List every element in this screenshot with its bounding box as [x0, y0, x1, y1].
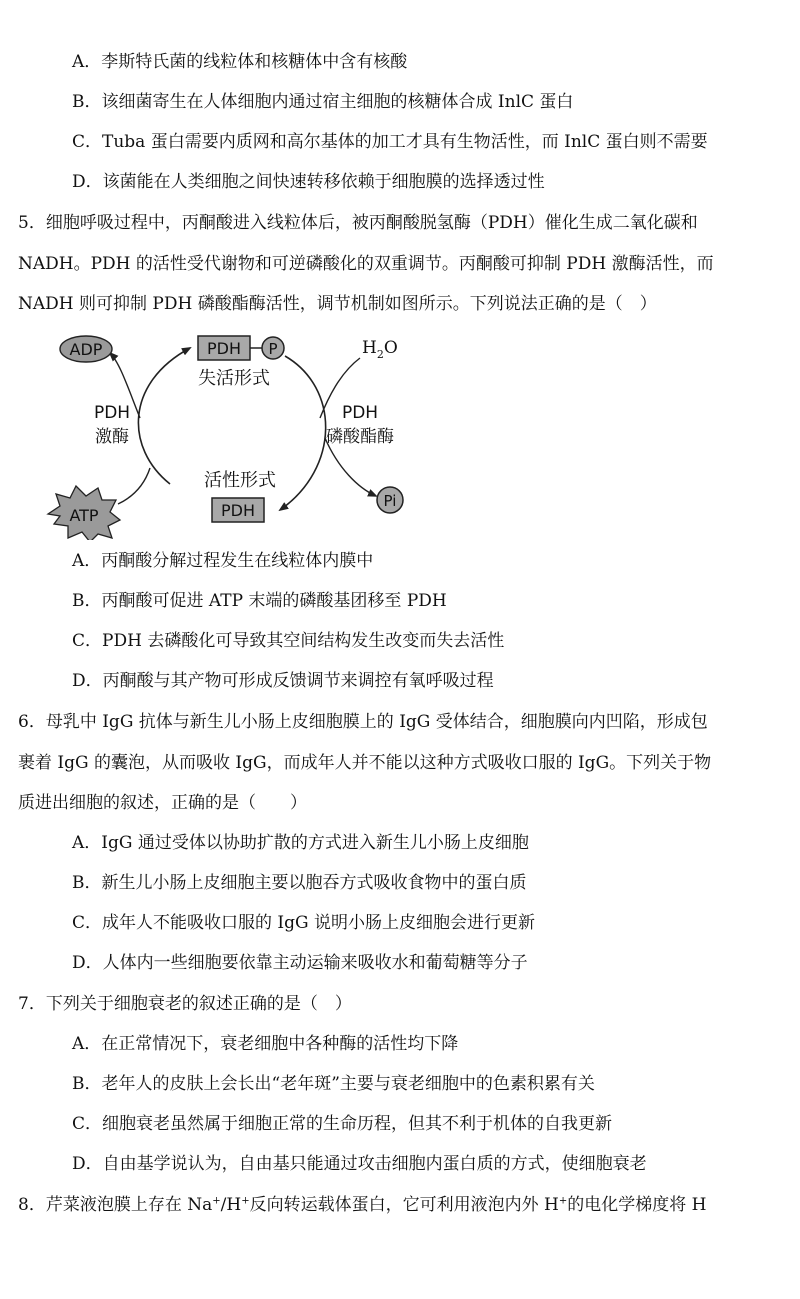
q8-stem: 8．芹菜液泡膜上存在 Na+/H+反向转运载体蛋白，它可利用液泡内外 H+的电化学梯度将 H [18, 1195, 707, 1215]
q4-option-b: B．该细菌寄生在人体细胞内通过宿主细胞的核糖体合成 InlC 蛋白 [72, 92, 574, 112]
pi-label: Pi [383, 492, 397, 510]
q6-stem-line-3: 质进出细胞的叙述，正确的是（ ） [18, 793, 307, 813]
q6-option-c: C．成年人不能吸收口服的 IgG 说明小肠上皮细胞会进行更新 [72, 913, 535, 933]
atp-branch [118, 468, 150, 504]
q7-stem: 7．下列关于细胞衰老的叙述正确的是（ ） [18, 994, 352, 1014]
adp-label: ADP [69, 340, 103, 359]
atp-node [48, 486, 120, 540]
kinase-label-1: PDH [93, 403, 131, 423]
q7-option-d: D．自由基学说认为，自由基只能通过攻击细胞内蛋白质的方式，使细胞衰老 [72, 1154, 647, 1174]
atp-label: ATP [69, 506, 99, 525]
pdh-active-node [212, 498, 264, 522]
q6-option-b: B．新生儿小肠上皮细胞主要以胞吞方式吸收食物中的蛋白质 [72, 873, 527, 893]
q7-option-b: B．老年人的皮肤上会长出“老年斑”主要与衰老细胞中的色素积累有关 [72, 1074, 595, 1094]
pdh-inactive-node [198, 336, 284, 360]
pi-node [377, 487, 403, 513]
phosphate-p-label: P [268, 340, 278, 358]
phosphatase-arrow [280, 356, 326, 510]
q6-stem-line-2: 裹着 IgG 的囊泡，从而吸收 IgG，而成年人并不能以这种方式吸收口服的 IgG。下列关于物 [18, 753, 712, 773]
q4-option-d: D．该菌能在人类细胞之间快速转移依赖于细胞膜的选择透过性 [72, 172, 545, 192]
pdh-regulation-diagram [40, 328, 410, 540]
pdh-bottom-label: PDH [221, 501, 255, 520]
phosphatase-label-2: 磷酸酯酶 [326, 427, 394, 447]
q5-option-c: C．PDH 去磷酸化可导致其空间结构发生改变而失去活性 [72, 631, 505, 651]
q5-option-d: D．丙酮酸与其产物可形成反馈调节来调控有氧呼吸过程 [72, 671, 494, 691]
water-label: $H_2O$ [362, 338, 398, 361]
pdh-top-label: PDH [207, 339, 241, 358]
q6-stem-line-1: 6．母乳中 IgG 抗体与新生儿小肠上皮细胞膜上的 IgG 受体结合，细胞膜向内凹陷，形成包 [18, 712, 708, 732]
q5-stem-line-3: NADH 则可抑制 PDH 磷酸酯酶活性，调节机制如图所示。下列说法正确的是（ ） [18, 294, 657, 314]
q5-option-b: B．丙酮酸可促进 ATP 末端的磷酸基团移至 PDH [72, 591, 447, 611]
active-form-label: 活性形式 [204, 470, 276, 491]
q6-option-a: A．IgG 通过受体以协助扩散的方式进入新生儿小肠上皮细胞 [72, 833, 529, 853]
inactive-form-label: 失活形式 [198, 368, 270, 389]
q5-stem-line-2: NADH。PDH 的活性受代谢物和可逆磷酸化的双重调节。丙酮酸可抑制 PDH 激酶活性，而 [18, 254, 714, 274]
q4-option-c: C．Tuba 蛋白需要内质网和高尔基体的加工才具有生物活性，而 InlC 蛋白则不需要 [72, 132, 708, 152]
q4-option-a: A．李斯特氏菌的线粒体和核糖体中含有核酸 [72, 52, 408, 72]
q5-stem-line-1: 5．细胞呼吸过程中，丙酮酸进入线粒体后，被丙酮酸脱氢酶（PDH）催化生成二氧化碳和 [18, 213, 698, 233]
kinase-label-2: 激酶 [95, 427, 129, 447]
q5-option-a: A．丙酮酸分解过程发生在线粒体内膜中 [72, 551, 374, 571]
q7-option-a: A．在正常情况下，衰老细胞中各种酶的活性均下降 [72, 1034, 459, 1054]
kinase-arrow [138, 348, 190, 484]
q7-option-c: C．细胞衰老虽然属于细胞正常的生命历程，但其不利于机体的自我更新 [72, 1114, 613, 1134]
adp-node [60, 336, 112, 362]
q6-option-d: D．人体内一些细胞要依靠主动运输来吸收水和葡萄糖等分子 [72, 953, 528, 973]
phosphatase-label-1: PDH [341, 403, 379, 423]
